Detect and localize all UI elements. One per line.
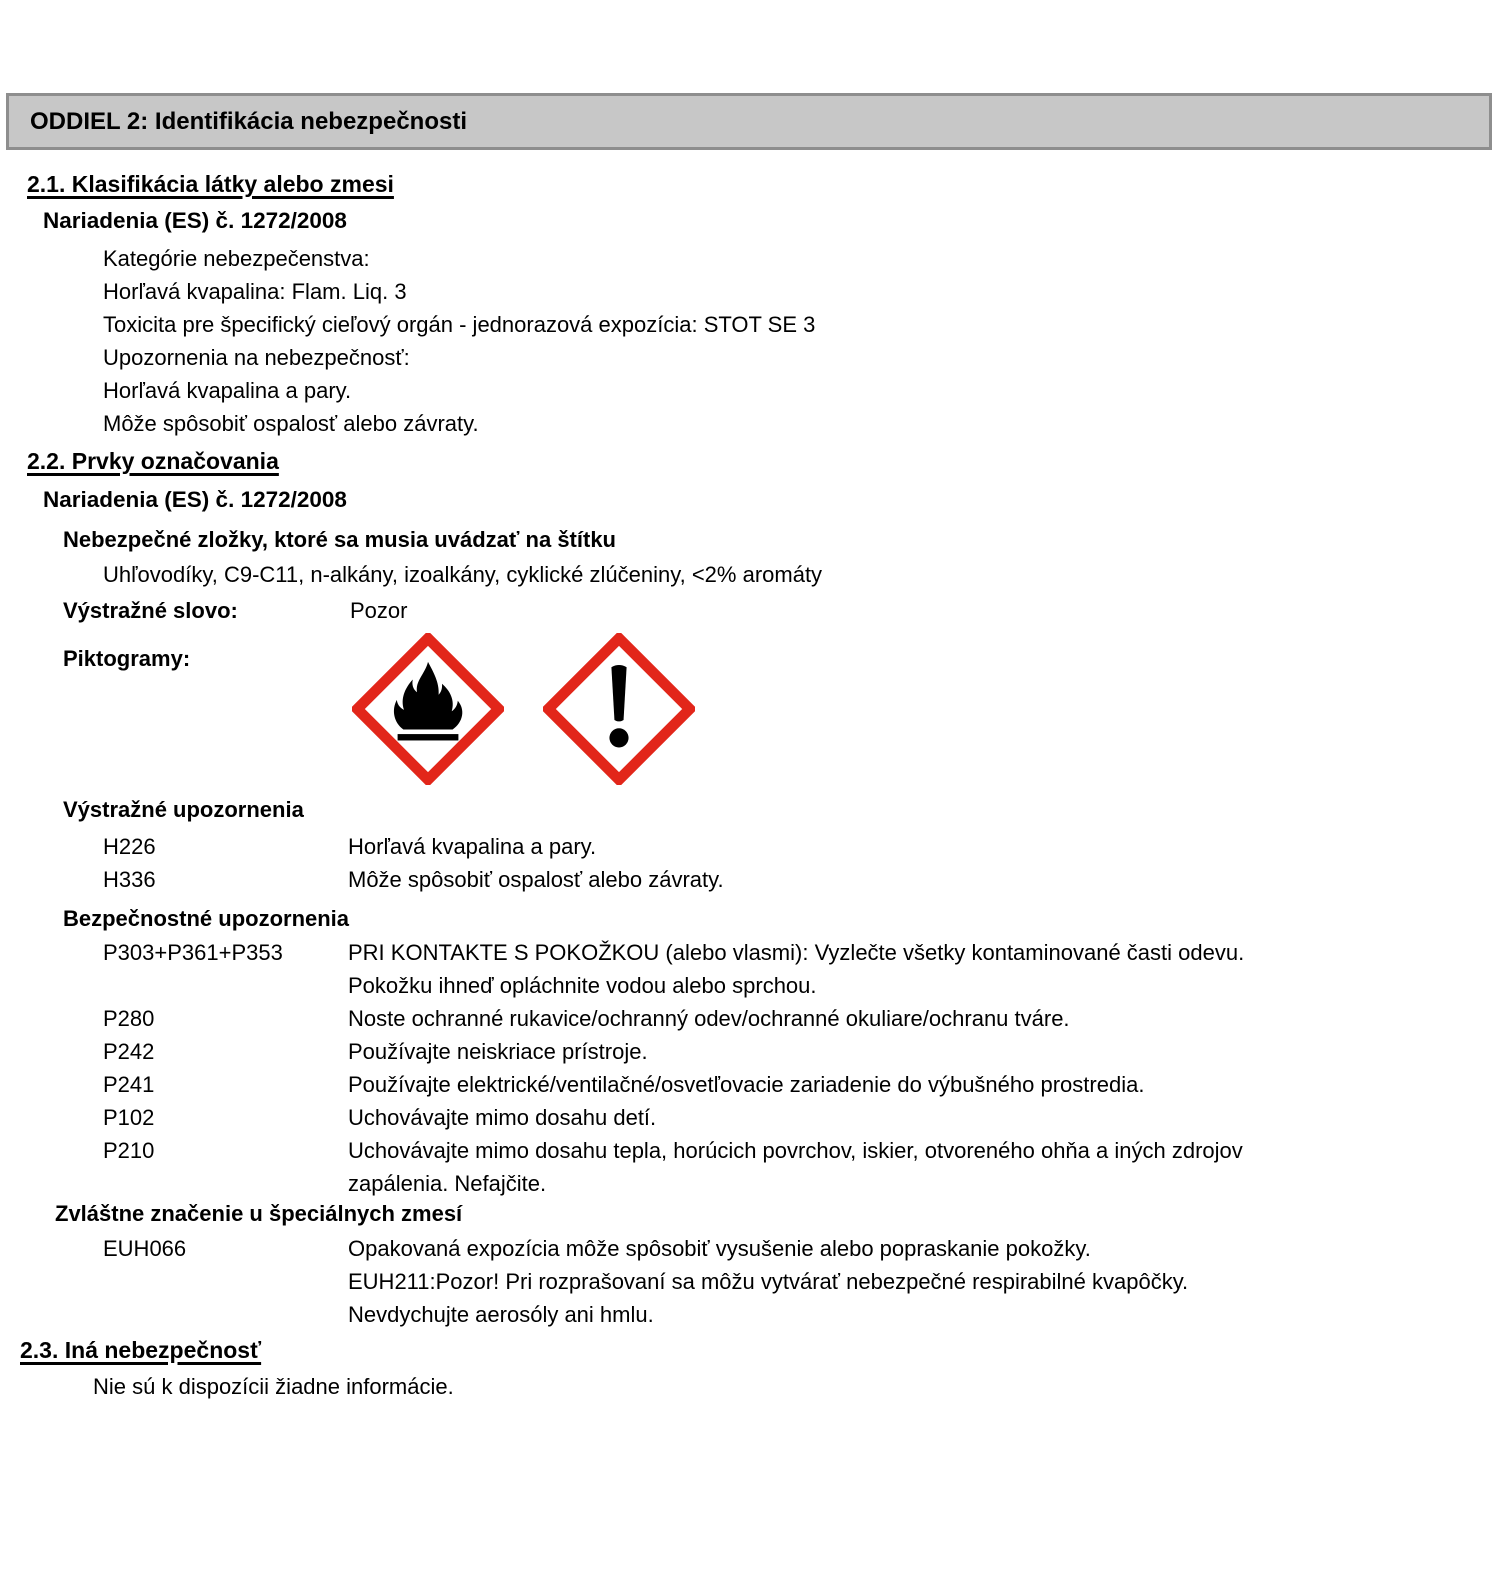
classification-line: Horľavá kvapalina a pary.	[103, 378, 352, 403]
precautionary-text: Noste ochranné rukavice/ochranný odev/ochranné okuliare/ochranu tváre.	[348, 1006, 1070, 1031]
regulation-heading-2-1: Nariadenia (ES) č. 1272/2008	[43, 208, 347, 233]
classification-lines	[103, 242, 1500, 440]
precautionary-statement-row	[103, 1035, 1500, 1068]
precautionary-statements	[0, 936, 1500, 1200]
hazard-code: H336	[103, 867, 156, 892]
precautionary-code: P280	[103, 1006, 155, 1031]
special-text-line: Opakovaná expozícia môže spôsobiť vysušenie alebo popraskanie pokožky.	[348, 1236, 1091, 1261]
special-labelling-heading: Zvláštne značenie u špeciálnych zmesí	[55, 1201, 463, 1226]
precautionary-code: P102	[103, 1105, 155, 1130]
other-hazards-text: Nie sú k dispozícii žiadne informácie.	[93, 1374, 454, 1399]
special-text	[348, 1232, 1283, 1331]
precautionary-code: P242	[103, 1039, 155, 1064]
heading-2-3: 2.3. Iná nebezpečnosť	[20, 1337, 262, 1363]
heading-2-2: 2.2. Prvky označovania	[27, 448, 279, 474]
precautionary-text: Uchovávajte mimo dosahu detí.	[348, 1105, 657, 1130]
special-text-line: EUH211:Pozor! Pri rozprašovaní sa môžu vytvárať nebezpečné respirabilné kvapôčky.	[348, 1269, 1189, 1294]
classification-line: Môže spôsobiť ospalosť alebo závraty.	[103, 411, 479, 436]
regulation-heading-2-2: Nariadenia (ES) č. 1272/2008	[43, 487, 347, 512]
classification-line: Upozornenia na nebezpečnosť:	[103, 345, 410, 370]
precautionary-statement-row	[103, 1002, 1500, 1035]
classification-line: Toxicita pre špecifický cieľový orgán - jednorazová expozícia: STOT SE 3	[103, 312, 816, 337]
hazard-statement-row	[103, 863, 1500, 896]
pictograms	[352, 633, 695, 785]
ghs-flame-icon	[352, 633, 504, 785]
pictograms-label: Piktogramy:	[63, 646, 191, 671]
special-code: EUH066	[103, 1236, 187, 1261]
classification-line: Kategórie nebezpečenstva:	[103, 246, 370, 271]
precautionary-code: P210	[103, 1138, 155, 1163]
section-header-bar	[6, 93, 1492, 150]
precautionary-statement-row	[103, 1068, 1500, 1101]
classification-line: Horľavá kvapalina: Flam. Liq. 3	[103, 279, 407, 304]
hazard-components-heading: Nebezpečné zložky, ktoré sa musia uvádzať na štítku	[63, 527, 616, 552]
sds-page	[0, 93, 1500, 1593]
hazard-components-line: Uhľovodíky, C9-C11, n-alkány, izoalkány, cyklické zlúčeniny, <2% aromáty	[103, 562, 823, 587]
precautionary-statement-row	[103, 1134, 1500, 1200]
special-text-line: Nevdychujte aerosóly ani hmlu.	[348, 1302, 654, 1327]
hazard-statement-row	[103, 830, 1500, 863]
signal-word-label: Výstražné slovo:	[63, 598, 238, 623]
precautionary-code: P303+P361+P353	[103, 940, 283, 965]
precautionary-text: Používajte elektrické/ventilačné/osvetľovacie zariadenie do výbušného prostredia.	[348, 1072, 1145, 1097]
precautionary-text: Uchovávajte mimo dosahu tepla, horúcich povrchov, iskier, otvoreného ohňa a iných zdrojov zapálenia. Nefajčite.	[348, 1138, 1243, 1196]
signal-word-value: Pozor	[350, 598, 408, 623]
precautionary-statement-row	[103, 1101, 1500, 1134]
precautionary-statements-heading: Bezpečnostné upozornenia	[63, 906, 350, 931]
hazard-statements	[0, 830, 1500, 896]
heading-2-1: 2.1. Klasifikácia látky alebo zmesi	[27, 171, 394, 197]
special-statement-row	[103, 1232, 1500, 1331]
pictograms-row	[63, 633, 1500, 785]
signal-word-row	[63, 594, 1500, 627]
precautionary-code: P241	[103, 1072, 155, 1097]
precautionary-statement-row	[103, 936, 1500, 1002]
hazard-text: Horľavá kvapalina a pary.	[348, 834, 597, 859]
precautionary-text: PRI KONTAKTE S POKOŽKOU (alebo vlasmi): Vyzlečte všetky kontaminované časti odevu. Pokožku ihneď opláchnite vodou alebo sprchou.	[348, 940, 1245, 998]
section-header-title: ODDIEL 2: Identifikácia nebezpečnosti	[30, 107, 467, 135]
hazard-code: H226	[103, 834, 156, 859]
precautionary-text: Používajte neiskriace prístroje.	[348, 1039, 648, 1064]
hazard-statements-heading: Výstražné upozornenia	[63, 797, 304, 822]
special-statements	[0, 1232, 1500, 1331]
hazard-text: Môže spôsobiť ospalosť alebo závraty.	[348, 867, 724, 892]
ghs-exclamation-icon	[543, 633, 695, 785]
